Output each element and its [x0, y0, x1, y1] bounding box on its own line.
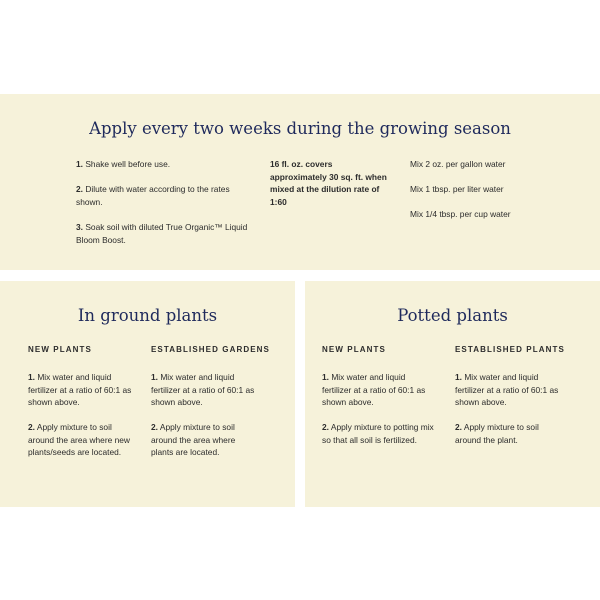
potted-established-heading: ESTABLISHED PLANTS	[455, 345, 565, 354]
step-number: 2.	[322, 422, 329, 432]
step-text: Apply mixture to soil around the area where plants are located.	[151, 422, 236, 457]
step-number: 1.	[151, 372, 158, 382]
step-1-text: Shake well before use.	[85, 159, 171, 169]
step-1	[76, 158, 256, 171]
step-2	[76, 183, 246, 208]
step-number: 2.	[455, 422, 462, 432]
step-number: 1.	[455, 372, 462, 382]
potted-new-step-2	[322, 421, 434, 446]
step-text: Apply mixture to soil around the area where new plants/seeds are located.	[28, 422, 130, 457]
potted-title: Potted plants	[397, 306, 508, 325]
step-3	[76, 221, 256, 246]
step-number: 2.	[28, 422, 35, 432]
step-text: Mix water and liquid fertilizer at a ratio of 60:1 as shown above.	[322, 372, 426, 407]
step-text: Mix water and liquid fertilizer at a ratio of 60:1 as shown above.	[151, 372, 255, 407]
step-2-number: 2.	[76, 184, 83, 194]
step-number: 2.	[151, 422, 158, 432]
step-text: Apply mixture to potting mix so that all soil is fertilized.	[322, 422, 434, 445]
step-text: Mix water and liquid fertilizer at a ratio of 60:1 as shown above.	[28, 372, 132, 407]
step-text: Mix water and liquid fertilizer at a ratio of 60:1 as shown above.	[455, 372, 559, 407]
in-ground-established-step-2	[151, 421, 259, 459]
in-ground-established-step-1	[151, 371, 259, 409]
in-ground-title: In ground plants	[77, 306, 218, 325]
potted-new-step-1	[322, 371, 430, 409]
in-ground-new-step-2	[28, 421, 136, 459]
potted-plants-panel	[305, 281, 600, 507]
step-number: 1.	[28, 372, 35, 382]
mix-rate-cup: Mix 1/4 tbsp. per cup water	[410, 209, 511, 219]
potted-established-step-1	[455, 371, 563, 409]
step-number: 1.	[322, 372, 329, 382]
potted-established-step-2	[455, 421, 563, 446]
step-2-text: Dilute with water according to the rates shown.	[76, 184, 230, 207]
step-3-text: Soak soil with diluted True Organic™ Liquid Bloom Boost.	[76, 222, 248, 245]
step-1-number: 1.	[76, 159, 83, 169]
in-ground-plants-panel	[0, 281, 295, 507]
step-text: Apply mixture to soil around the plant.	[455, 422, 539, 445]
coverage-info: 16 fl. oz. covers approximately 30 sq. ft. when mixed at the dilution rate of 1:60	[270, 159, 387, 207]
in-ground-established-heading: ESTABLISHED GARDENS	[151, 345, 270, 354]
in-ground-new-plants-heading: NEW PLANTS	[28, 345, 92, 354]
step-3-number: 3.	[76, 222, 83, 232]
mix-rate-liter: Mix 1 tbsp. per liter water	[410, 184, 504, 194]
schedule-title: Apply every two weeks during the growing season	[89, 119, 511, 138]
in-ground-new-step-1	[28, 371, 136, 409]
application-schedule-panel	[0, 94, 600, 270]
potted-new-plants-heading: NEW PLANTS	[322, 345, 386, 354]
mix-rate-gallon: Mix 2 oz. per gallon water	[410, 159, 506, 169]
